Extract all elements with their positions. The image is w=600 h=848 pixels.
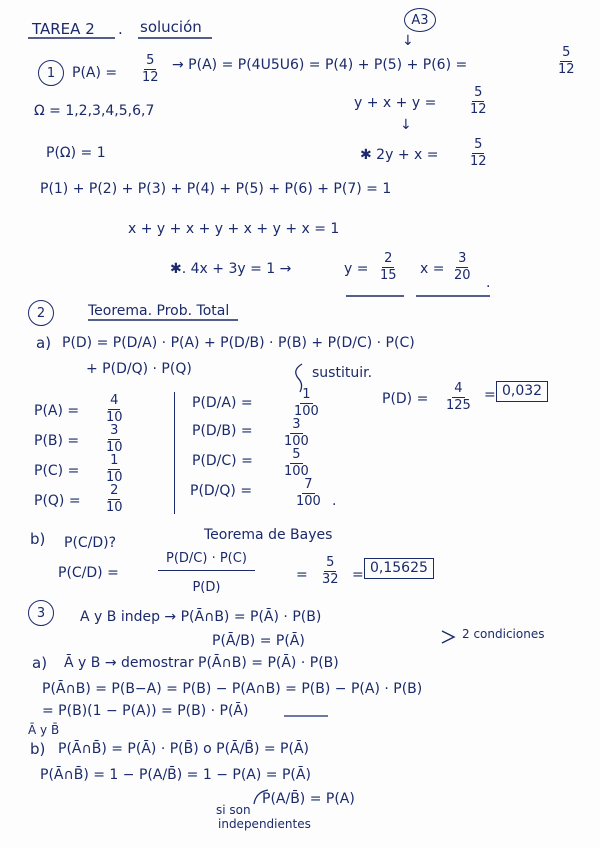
pa-expansion: → P(A) = P(4U5U6) = P(4) + P(5) + P(6) =	[172, 57, 468, 73]
pb-value-num: 3	[108, 424, 120, 440]
pd-fraction	[444, 382, 473, 414]
end-dot: .	[486, 275, 491, 291]
problem-3-label: 3	[36, 605, 46, 621]
a3-marker	[404, 8, 436, 32]
pa-num-2: 5	[560, 46, 572, 62]
problem-2-label: 2	[36, 305, 46, 321]
pd-lhs: P(D) =	[382, 391, 429, 407]
p-omega: P(Ω) = 1	[46, 145, 106, 161]
page-subtitle: solución	[140, 18, 202, 36]
y-lhs: y =	[344, 261, 369, 277]
bayes-result-box: 0,15625	[364, 558, 434, 579]
equation-1-fraction	[468, 86, 489, 118]
equation-1-den: 12	[470, 102, 487, 118]
pdc-den: 100	[284, 464, 309, 480]
problem-3-number	[28, 600, 54, 626]
probability-sum: P(1) + P(2) + P(3) + P(4) + P(5) + P(6) + P(7) = 1	[40, 181, 392, 197]
conditions-brace	[442, 631, 454, 643]
omega-set: Ω = 1,2,3,4,5,6,7	[34, 103, 155, 119]
bayes-value-num: 5	[324, 556, 336, 572]
y-num: 2	[382, 252, 394, 268]
si-son-note: si son	[216, 803, 251, 817]
y-den: 15	[380, 268, 397, 284]
bayes-denominator: P(D)	[192, 580, 221, 596]
conditional-question: P(C/D)?	[64, 535, 117, 551]
pq-value-lhs: P(Q) =	[34, 493, 81, 509]
page-title: TAREA 2	[32, 20, 95, 38]
pa-den-2: 12	[558, 62, 575, 78]
pdq-value	[294, 478, 323, 510]
pdb-value	[282, 418, 311, 450]
bayes-equals-2: =	[352, 567, 364, 583]
theorem-heading: Teorema. Prob. Total	[88, 303, 230, 319]
part-3a-label: a)	[32, 654, 48, 672]
pda-den: 100	[294, 404, 319, 420]
equation-1-lhs: y + x + y =	[354, 95, 437, 111]
final-equation: ✱. 4x + 3y = 1 →	[170, 261, 292, 277]
pdq-dot: .	[332, 493, 337, 509]
part-3b-condition: P(A/B̄) = P(A)	[262, 791, 355, 807]
pa-num: 5	[144, 54, 156, 70]
bayes-value-fraction	[320, 556, 341, 588]
x-lhs: x =	[420, 261, 445, 277]
x-num: 3	[456, 252, 468, 268]
pb-value-lhs: P(B) =	[34, 433, 80, 449]
part-3b-heading: Ā y B̄	[28, 723, 60, 737]
pdc-lhs: P(D/C) =	[192, 453, 253, 469]
a3-arrow: ↓	[402, 33, 414, 49]
bayes-equals: =	[296, 567, 308, 583]
pa-den: 12	[142, 70, 159, 86]
pdc-value	[282, 448, 311, 480]
pb-value-den: 10	[106, 440, 123, 456]
pc-value	[104, 454, 125, 486]
pdq-den: 100	[296, 494, 321, 510]
pc-value-lhs: P(C) =	[34, 463, 80, 479]
pd-equals: =	[484, 387, 496, 403]
part-3b-label: b)	[30, 740, 46, 758]
pd-den: 125	[446, 398, 471, 414]
problem-2-number	[28, 300, 54, 326]
pdc-num: 5	[290, 448, 302, 464]
conditions-note: 2 condiciones	[462, 627, 545, 641]
problem-1-number	[38, 60, 64, 86]
part-3b-derivation: P(Ā∩B̄) = 1 − P(A/B̄) = 1 − P(A) = P(Ā)	[40, 767, 311, 783]
pdq-num: 7	[302, 478, 314, 494]
pa-value-den: 10	[106, 410, 123, 426]
down-arrow: ↓	[400, 117, 412, 133]
pdb-den: 100	[284, 434, 309, 450]
part-a-label: a)	[36, 334, 52, 352]
pda-num: 1	[300, 388, 312, 404]
pd-result-box: 0,032	[496, 381, 548, 402]
pq-value-num: 2	[108, 484, 120, 500]
problem-1-label: 1	[46, 65, 56, 81]
pd-num: 4	[452, 382, 464, 398]
pa-fraction	[140, 54, 161, 86]
total-probability-formula: P(D) = P(D/A) · P(A) + P(D/B) · P(B) + P(D/C) · P(C)	[62, 335, 415, 351]
bayes-fraction	[158, 552, 255, 596]
bayes-heading: Teorema de Bayes	[204, 527, 333, 543]
pa-fraction-2	[556, 46, 577, 78]
total-probability-formula-2: + P(D/Q) · P(Q)	[86, 361, 192, 377]
x-den: 20	[454, 268, 471, 284]
y-fraction	[378, 252, 399, 284]
pa-value-lhs: P(A) =	[34, 403, 80, 419]
pda-value	[292, 388, 321, 420]
bayes-value-den: 32	[322, 572, 339, 588]
pdb-lhs: P(D/B) =	[192, 423, 253, 439]
part-3a-statement: Ā y B → demostrar P(Ā∩B) = P(Ā) · P(B)	[64, 655, 339, 671]
bayes-numerator: P(D/C) · P(C)	[158, 552, 255, 571]
equation-2-fraction	[468, 138, 489, 170]
equation-1-num: 5	[472, 86, 484, 102]
pda-lhs: P(D/A) =	[192, 395, 253, 411]
pq-value-den: 10	[106, 500, 123, 516]
part-3a-derivation: P(Ā∩B) = P(B−A) = P(B) − P(A∩B) = P(B) − P(A) · P(B)	[42, 681, 423, 697]
column-divider	[174, 392, 175, 514]
independence-line-1: A y B indep → P(Ā∩B) = P(Ā) · P(B)	[80, 609, 322, 625]
independientes-note: independientes	[218, 817, 311, 831]
part-3b-statement: P(Ā∩B̄) = P(Ā) · P(B̄) o P(Ā/B̄) = P(Ā)	[58, 741, 309, 757]
a3-label: A3	[411, 12, 429, 28]
pa-value-num: 4	[108, 394, 120, 410]
pdb-num: 3	[290, 418, 302, 434]
bayes-lhs: P(C/D) =	[58, 565, 119, 581]
title-dot: .	[118, 20, 123, 38]
pc-value-num: 1	[108, 454, 120, 470]
pb-value	[104, 424, 125, 456]
part-3a-result: = P(B)(1 − P(A)) = P(B) · P(Ā)	[42, 703, 249, 719]
pdq-lhs: P(D/Q) =	[190, 483, 253, 499]
x-fraction	[452, 252, 473, 284]
equation-2-num: 5	[472, 138, 484, 154]
pq-value	[104, 484, 125, 516]
pc-value-den: 10	[106, 470, 123, 486]
sustituir-note: sustituir.	[312, 365, 373, 381]
independence-line-2: P(Ā/B) = P(Ā)	[212, 633, 305, 649]
pa-lhs: P(A) =	[72, 65, 118, 81]
equation-2-den: 12	[470, 154, 487, 170]
pa-value	[104, 394, 125, 426]
xy-sum: x + y + x + y + x + y + x = 1	[128, 221, 340, 237]
part-b-label: b)	[30, 530, 46, 548]
equation-2-lhs: ✱ 2y + x =	[360, 147, 439, 163]
